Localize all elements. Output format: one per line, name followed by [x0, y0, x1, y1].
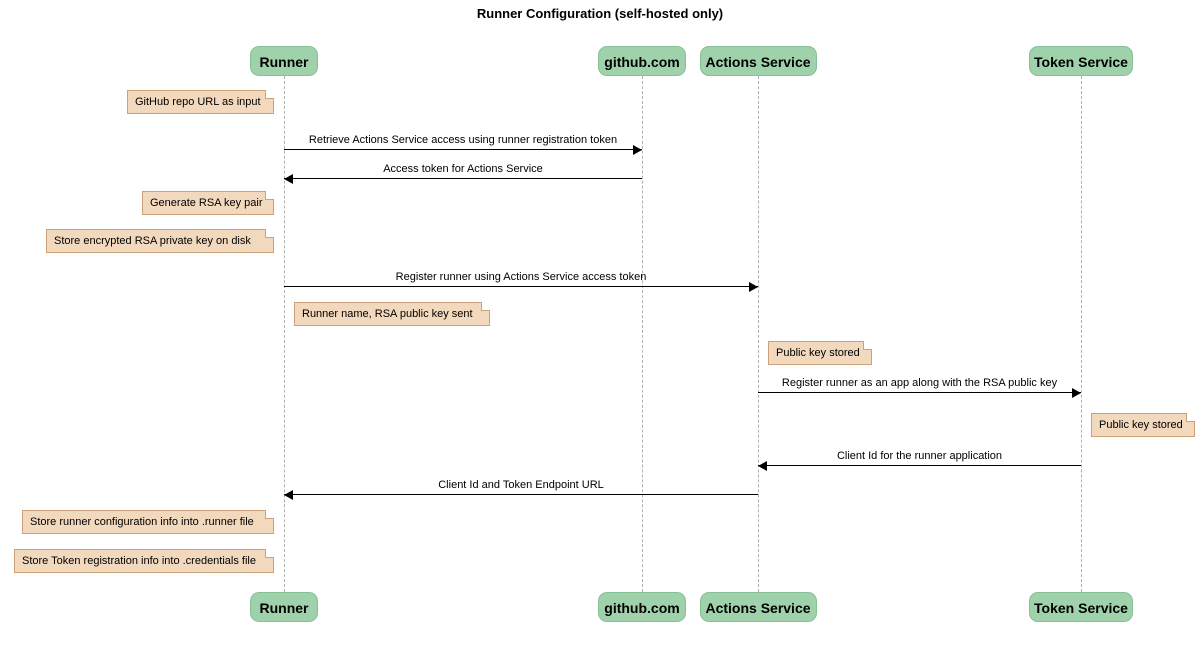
participant-runner-bottom[interactable]: Runner [250, 592, 318, 622]
arrow-head-msg3 [749, 282, 758, 292]
message-label-msg5: Client Id for the runner application [836, 450, 1003, 462]
note-note5: Public key stored [768, 341, 872, 365]
arrow-head-msg6 [284, 490, 293, 500]
diagram-title: Runner Configuration (self-hosted only) [476, 6, 724, 21]
message-label-msg3: Register runner using Actions Service access token [395, 271, 647, 283]
note-note3: Store encrypted RSA private key on disk [46, 229, 274, 253]
participant-github-top[interactable]: github.com [598, 46, 686, 76]
message-line-msg6 [284, 494, 758, 495]
message-label-msg2: Access token for Actions Service [383, 163, 543, 175]
lifeline-runner [284, 76, 285, 592]
note-note6: Public key stored [1091, 413, 1195, 437]
message-label-msg4: Register runner as an app along with the RSA public key [781, 377, 1058, 389]
arrow-head-msg1 [633, 145, 642, 155]
note-note1: GitHub repo URL as input [127, 90, 274, 114]
message-line-msg3 [284, 286, 758, 287]
arrow-head-msg2 [284, 174, 293, 184]
message-line-msg2 [284, 178, 642, 179]
message-label-msg1: Retrieve Actions Service access using runner registration token [308, 134, 618, 146]
participant-github-bottom[interactable]: github.com [598, 592, 686, 622]
participant-actions-bottom[interactable]: Actions Service [700, 592, 817, 622]
arrow-head-msg4 [1072, 388, 1081, 398]
participant-actions-top[interactable]: Actions Service [700, 46, 817, 76]
message-line-msg5 [758, 465, 1081, 466]
lifeline-actions [758, 76, 759, 592]
note-note2: Generate RSA key pair [142, 191, 274, 215]
message-line-msg4 [758, 392, 1081, 393]
arrow-head-msg5 [758, 461, 767, 471]
note-note8: Store Token registration info into .credentials file [14, 549, 274, 573]
message-label-msg6: Client Id and Token Endpoint URL [438, 479, 604, 491]
lifeline-token [1081, 76, 1082, 592]
lifeline-github [642, 76, 643, 592]
note-note4: Runner name, RSA public key sent [294, 302, 490, 326]
participant-token-top[interactable]: Token Service [1029, 46, 1133, 76]
note-note7: Store runner configuration info into .runner file [22, 510, 274, 534]
message-line-msg1 [284, 149, 642, 150]
participant-runner-top[interactable]: Runner [250, 46, 318, 76]
participant-token-bottom[interactable]: Token Service [1029, 592, 1133, 622]
